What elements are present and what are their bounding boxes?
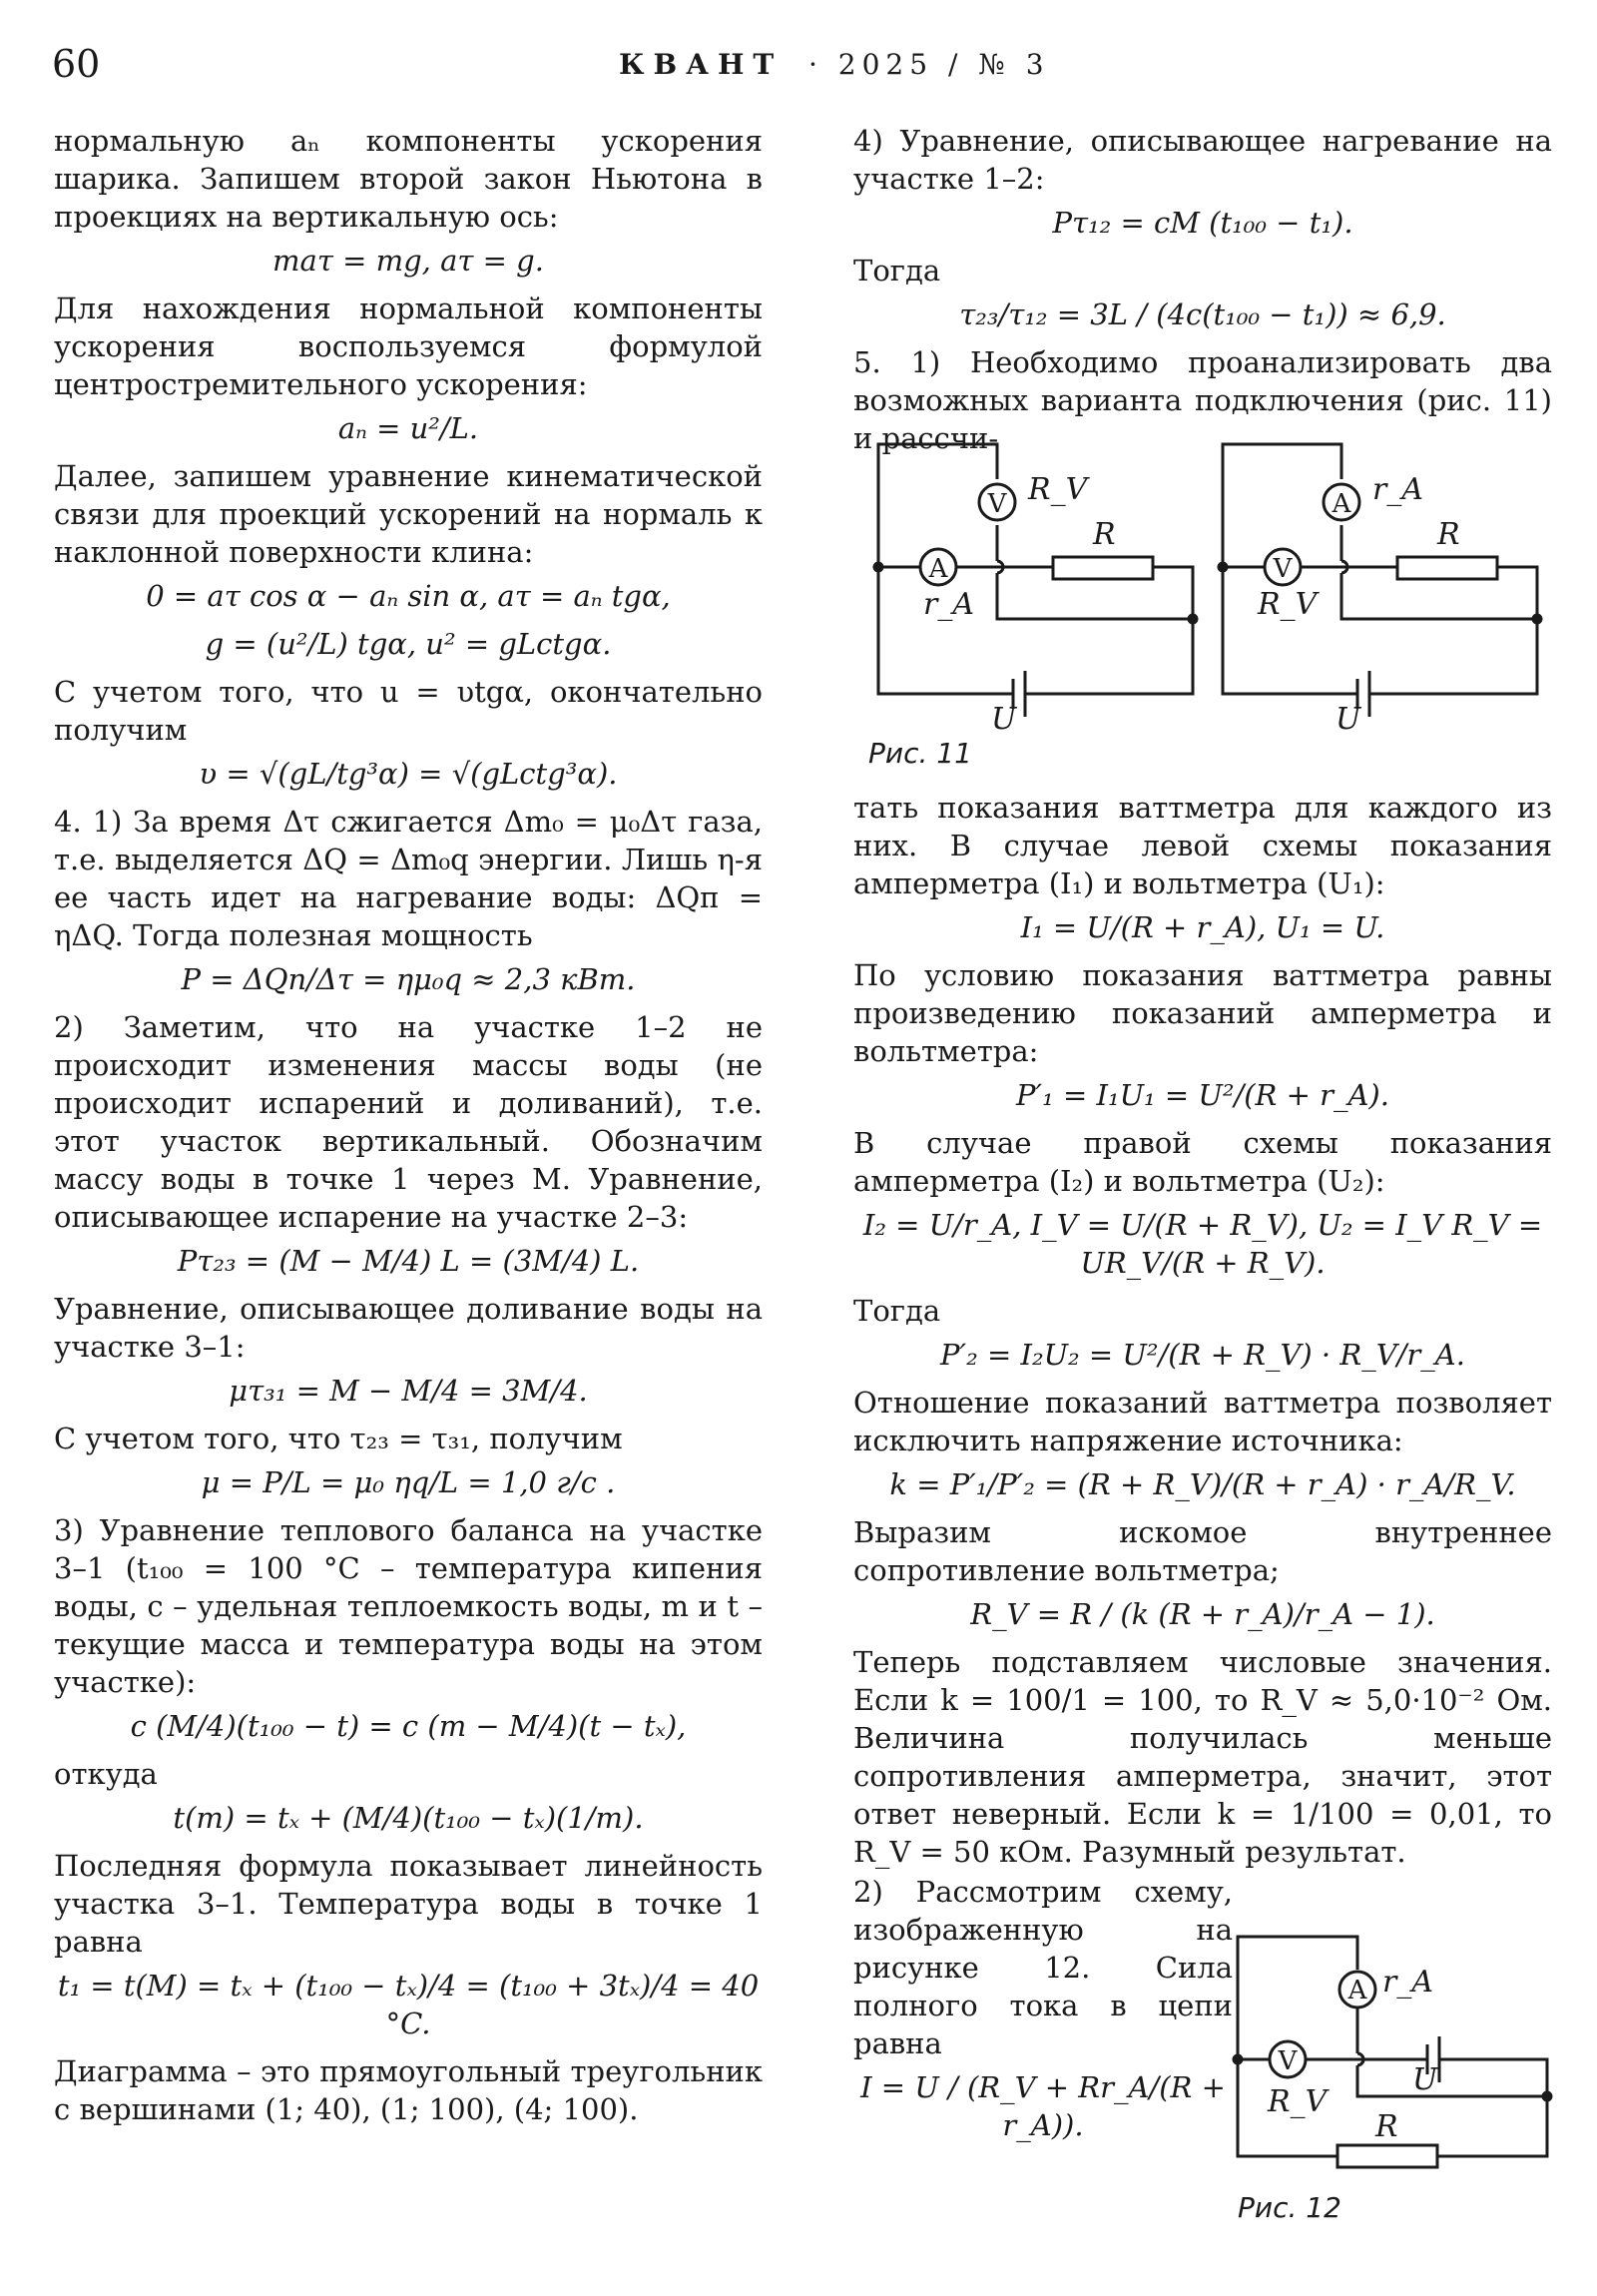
figure-12-circuit xyxy=(1228,1932,1557,2181)
paragraph: 2) Заметим, что на участке 1–2 не происходит изменения массы воды (не происходит испарений и доливаний), т.е. этот участок вертикальный. Обозначим массу воды в точке 1 через M. Уравнение, описывающее испарение на участке 2–3: xyxy=(54,1010,763,1234)
paragraph: 5. 1) Необходимо проанализировать два возможных варианта подключения (рис. 11) и рассчи- xyxy=(853,345,1552,455)
equation: aₙ = u²/L. xyxy=(337,411,479,445)
equation: I = U / (R_V + Rr_A/(R + r_A)). xyxy=(860,2070,1226,2142)
ammeter-label: A xyxy=(928,554,948,584)
paragraph: нормальную aₙ компоненты ускорения шарика. Запишем второй закон Ньютона в проекциях на вертикальную ось: xyxy=(54,124,763,234)
paragraph: Выразим искомое внутреннее сопротивление вольтметра; xyxy=(853,1515,1552,1587)
right-column-top xyxy=(853,122,1552,459)
paragraph: С учетом того, что u = υtgα, окончательно получим xyxy=(54,675,763,747)
paragraph: Отношение показаний ваттметра позволяет исключить напряжение источника: xyxy=(853,1386,1552,1457)
paragraph: Уравнение, описывающее доливание воды на участке 3–1: xyxy=(54,1292,763,1364)
equation: υ = √(gL/tg³α) = √(gLctg³α). xyxy=(199,757,618,791)
voltmeter-label: V xyxy=(987,489,1007,519)
ra-label: r_A xyxy=(1382,1965,1434,2000)
equation: I₁ = U/(R + r_A), U₁ = U. xyxy=(1020,910,1385,944)
paragraph: Диаграмма – это прямоугольный треугольник с вершинами (1; 40), (1; 100), (4; 100). xyxy=(54,2054,763,2126)
paragraph: Для нахождения нормальной компоненты ускорения воспользуемся формулой центростремительного ускорения: xyxy=(54,291,763,401)
left-column xyxy=(54,122,763,2130)
paragraph: В случае правой схемы показания амперметра (I₂) и вольтметра (U₂): xyxy=(853,1126,1552,1198)
equation: k = P′₁/P′₂ = (R + R_V)/(R + r_A) · r_A/R_V. xyxy=(889,1467,1516,1501)
equation: 0 = aτ cos α − aₙ sin α, aτ = aₙ tgα, xyxy=(146,579,671,613)
paragraph: 2) Рассмотрим схему, изображенную на рисунке 12. Сила полного тока в цепи равна xyxy=(853,1875,1233,2060)
resistor-symbol xyxy=(1397,557,1497,579)
circuit-right xyxy=(1219,444,1541,737)
equation: μτ₃₁ = M − M/4 = 3M/4. xyxy=(229,1374,588,1408)
rv-label: R_V xyxy=(1268,2084,1328,2119)
source-label: U xyxy=(1412,2062,1438,2097)
ra-label: r_A xyxy=(1372,472,1424,507)
journal-title: КВАНТ xyxy=(619,48,784,81)
figure-12-caption: Рис. 12 xyxy=(1238,2191,1341,2224)
rv-label: R_V xyxy=(1258,587,1318,622)
page-number: 60 xyxy=(52,42,101,86)
paragraph: С учетом того, что τ₂₃ = τ₃₁, получим xyxy=(54,1422,623,1455)
paragraph: 4) Уравнение, описывающее нагревание на участке 1–2: xyxy=(853,124,1552,196)
resistor-symbol xyxy=(1053,557,1153,579)
source-label: U xyxy=(991,702,1017,737)
ra-label: r_A xyxy=(923,587,975,622)
resistor-label: R xyxy=(1093,517,1116,552)
resistor-label: R xyxy=(1375,2109,1398,2144)
equation: Pτ₁₂ = cM (t₁₀₀ − t₁). xyxy=(1052,206,1353,240)
paragraph: Далее, запишем уравнение кинематической связи для проекций ускорений на нормаль к наклонной поверхности клина: xyxy=(54,459,763,569)
circuit-left xyxy=(874,444,1197,737)
journal-issue: · 2025 / № 3 xyxy=(808,48,1050,81)
equation: R_V = R / (k (R + r_A)/r_A − 1). xyxy=(970,1597,1435,1631)
paragraph: откуда xyxy=(54,1757,158,1791)
equation: t(m) = tₓ + (M/4)(t₁₀₀ − tₓ)(1/m). xyxy=(173,1801,644,1835)
equation: P′₂ = I₂U₂ = U²/(R + R_V) · R_V/r_A. xyxy=(940,1338,1465,1372)
paragraph: Тогда xyxy=(853,1294,941,1328)
voltmeter-label: V xyxy=(1278,2046,1298,2076)
paragraph: 3) Уравнение теплового баланса на участке 3–1 (t₁₀₀ = 100 °C – температура кипения воды, c – удельная теплоемкость воды, m и t – текущие масса и температура воды на этом участке): xyxy=(54,1513,763,1699)
equation: P′₁ = I₁U₁ = U²/(R + r_A). xyxy=(1016,1078,1389,1112)
resistor-label: R xyxy=(1437,517,1460,552)
voltmeter-label: V xyxy=(1273,554,1293,584)
ammeter-label: A xyxy=(1331,489,1351,519)
resistor-symbol xyxy=(1337,2145,1437,2167)
paragraph: Последняя формула показывает линейность участка 3–1. Температура воды в точке 1 равна xyxy=(54,1849,763,1959)
figure-11-caption: Рис. 11 xyxy=(868,737,972,770)
paragraph: тать показания ваттметра для каждого из них. В случае левой схемы показания амперметра (I₁) и вольтметра (U₁): xyxy=(853,791,1552,900)
rv-label: R_V xyxy=(1028,472,1088,507)
equation: c (M/4)(t₁₀₀ − t) = c (m − M/4)(t − tₓ), xyxy=(130,1709,687,1743)
equation: I₂ = U/r_A, I_V = U/(R + R_V), U₂ = I_V R_V = UR_V/(R + R_V). xyxy=(862,1208,1543,1280)
equation: t₁ = t(M) = tₓ + (t₁₀₀ − tₓ)/4 = (t₁₀₀ + 3tₓ)/4 = 40 °C. xyxy=(57,1969,760,2040)
equation: τ₂₃/τ₁₂ = 3L / (4c(t₁₀₀ − t₁)) ≈ 6,9. xyxy=(959,297,1446,331)
paragraph: Теперь подставляем числовые значения. Если k = 100/1 = 100, то R_V ≈ 5,0·10⁻² Ом. Величина получилась меньше сопротивления амперметра, значит, этот ответ неверный. Если k = 1/100 = 0,01, то R_V = 50 кОм. Разумный результат. xyxy=(853,1645,1552,1869)
ammeter-label: A xyxy=(1347,1976,1367,2006)
equation: g = (u²/L) tgα, u² = gLctgα. xyxy=(205,627,612,661)
figure-11-circuits xyxy=(853,439,1552,739)
paragraph: Тогда xyxy=(853,254,941,287)
paragraph: 4. 1) За время Δτ сжигается Δm₀ = μ₀Δτ газа, т.е. выделяется ΔQ = Δm₀q энергии. Лишь η-я ее часть идет на нагревание воды: ΔQп = ηΔQ. Тогда полезная мощность xyxy=(54,805,763,952)
paragraph: По условию показания ваттметра равны произведению показаний амперметра и вольтметра: xyxy=(853,958,1552,1068)
equation: maτ = mg, aτ = g. xyxy=(272,244,544,278)
equation: Pτ₂₃ = (M − M/4) L = (3M/4) L. xyxy=(177,1244,640,1278)
equation: P = ΔQп/Δτ = ημ₀q ≈ 2,3 кВт. xyxy=(181,962,636,996)
equation: μ = P/L = μ₀ ηq/L = 1,0 г/с . xyxy=(201,1465,616,1499)
source-label: U xyxy=(1335,702,1361,737)
